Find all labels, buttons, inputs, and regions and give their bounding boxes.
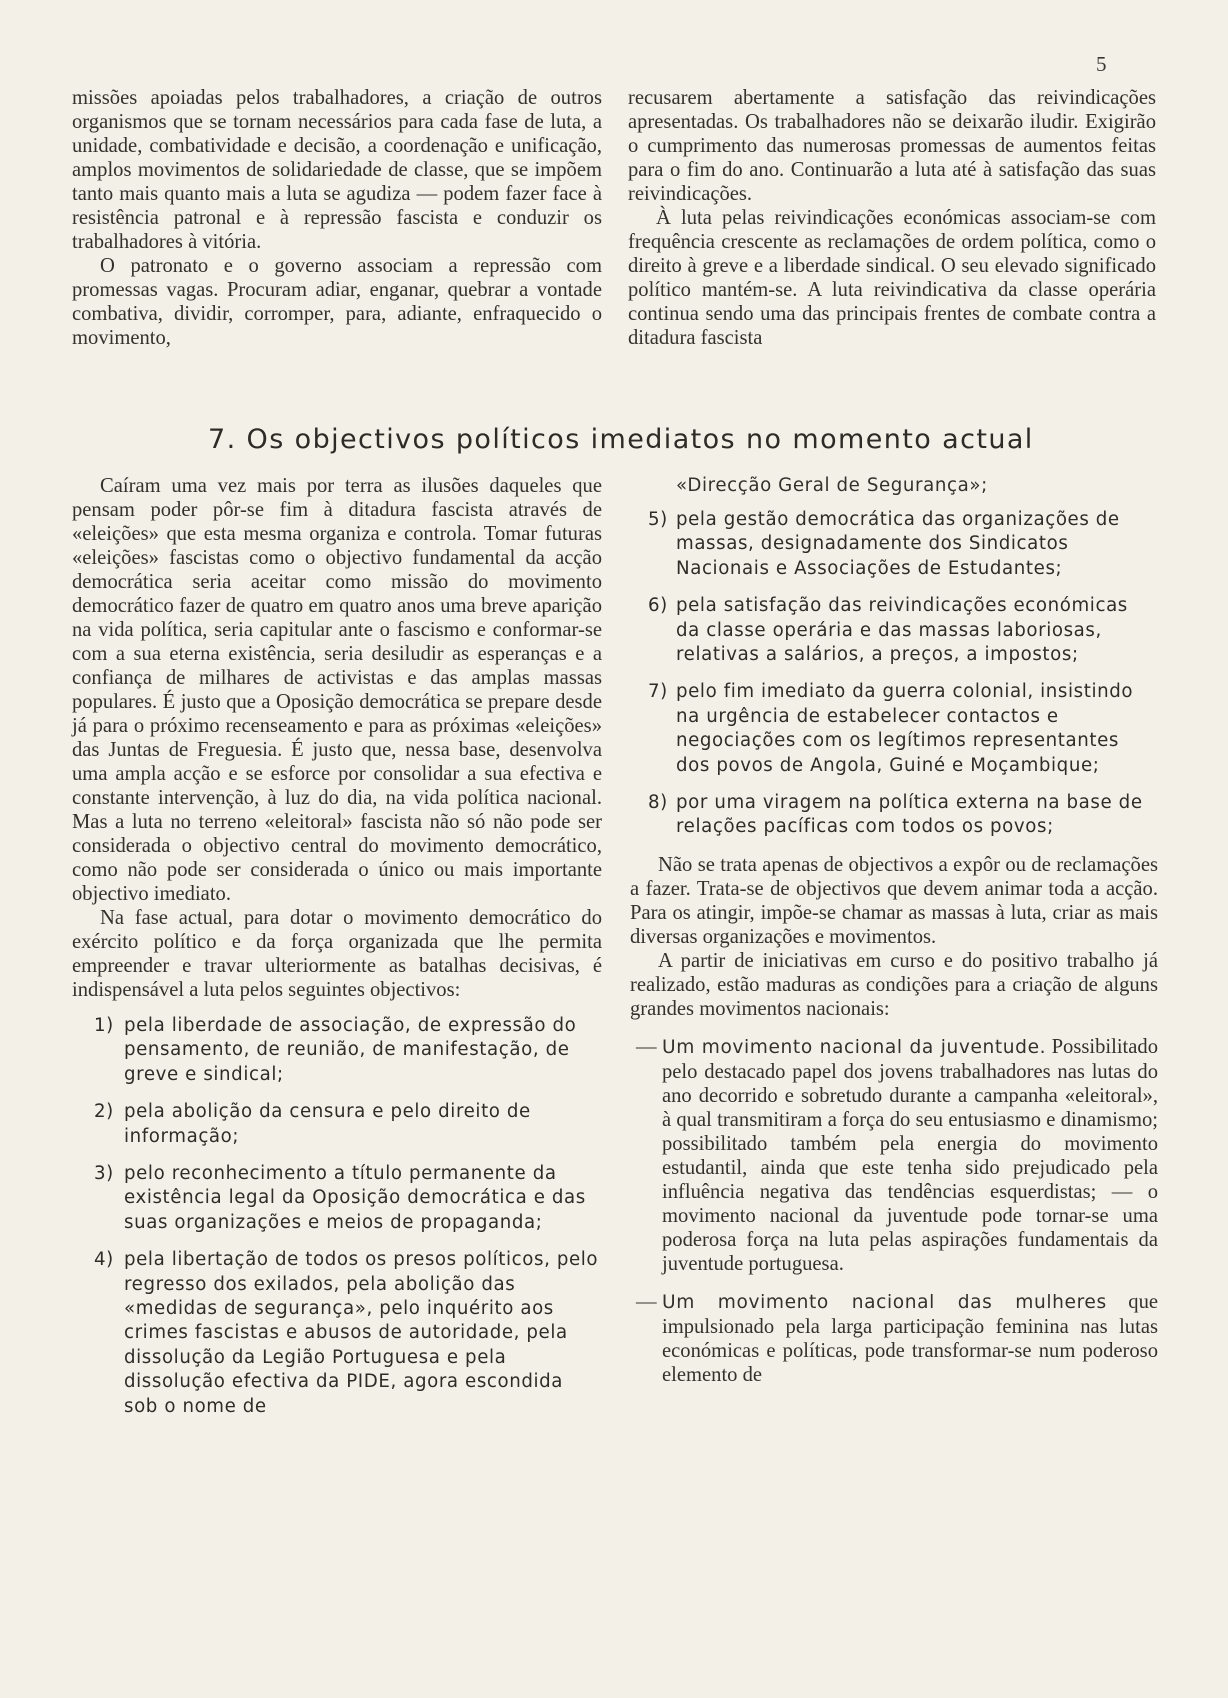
top-right-column xyxy=(628,86,1156,350)
paragraph: Na fase actual, para dotar o movimento democrático do exército político e da força organizada que lhe permita empreender e travar ulteriormente as batalhas decisivas, é indispensável a luta pelos seguintes objectivos: xyxy=(72,907,602,1001)
bottom-right-column xyxy=(630,474,1158,1387)
list-item xyxy=(72,1162,602,1235)
movement-item xyxy=(630,1035,1158,1276)
movement-title: Um movimento nacional da juventude. xyxy=(662,1036,1047,1058)
dash: — xyxy=(636,1035,657,1058)
list-item xyxy=(630,594,1158,667)
list-item xyxy=(630,791,1158,840)
item-number: 5) xyxy=(648,509,668,530)
paragraph: Caíram uma vez mais por terra as ilusões daqueles que pensam poder pôr-se fim à ditadura fascista através de «eleições» que esta mesma organiza e controla. Tomar futuras «eleições» fascistas como o objectivo fundamental da acção democrática seria aceitar como missão do movimento democrático fazer de quatro em quatro anos uma breve aparição na vida política, seria capitular ante o fascismo e conformar-se com a sua eterna existência, seria desiludir as esperanças e a confiança de milhares de activistas e das amplas massas populares. É justo que a Oposição democrática se prepare desde já para o próximo recenseamento e para as próximas «eleições» das Juntas de Freguesia. É justo que, nessa base, desenvolva uma ampla acção e se esforce por consolidar a sua efectiva e constante intervenção, à luz do dia, na vida política nacional. Mas a luta no terreno «eleitoral» fascista não só não pode ser considerada o objectivo central do movimento democrático, como não pode ser considerada o único ou mais importante objectivo imediato. xyxy=(72,475,602,905)
list-item xyxy=(72,1014,602,1087)
paragraph: O patronato e o governo associam a repressão com promessas vagas. Procuram adiar, enganar, quebrar a vontade combativa, dividir, corromper, para, adiante, enfraquecido o movimento, xyxy=(72,255,602,349)
list-item xyxy=(630,680,1158,778)
bottom-left-column xyxy=(72,474,602,1432)
paragraph: A partir de iniciativas em curso e do positivo trabalho já realizado, estão maduras as condições para a criação de alguns grandes movimentos nacionais: xyxy=(630,949,1158,1020)
item-number: 3) xyxy=(94,1163,114,1185)
item-number: 8) xyxy=(648,792,668,814)
movement-text: que impulsionado pela larga participação feminina nas lutas económicas e políticas, pode transformar-se num poderoso elemento de xyxy=(662,1290,1158,1386)
paragraph: missões apoiadas pelos trabalhadores, a criação de outros organismos que se tornam necessários para cada fase de luta, a unidade, combatividade e decisão, a coordenação e unificação, amplos movimentos de solidariedade de classe, que se impõem tanto mais quanto mais a luta se agudiza — podem fazer face à resistência patronal e à repressão fascista e conduzir os trabalhadores à vitória. xyxy=(72,87,602,253)
movement-item xyxy=(630,1290,1158,1387)
item-text: pela abolição da censura e pelo direito de informação; xyxy=(124,1101,531,1147)
item-text: pela liberdade de associação, de expressão do pensamento, de reunião, de manifestação, de greve e sindical; xyxy=(124,1015,577,1085)
item-number: 2) xyxy=(94,1101,114,1123)
item-text: pelo reconhecimento a título permanente da existência legal da Oposição democrática e das suas organizações e meios de propaganda; xyxy=(124,1163,586,1233)
list-continuation: «Direcção Geral de Segurança»; xyxy=(676,475,988,496)
item-number: 7) xyxy=(648,681,668,703)
item-number: 6) xyxy=(648,595,668,617)
list-item xyxy=(72,1248,602,1419)
objectives-list-continued xyxy=(630,508,1158,840)
page-number: 5 xyxy=(1096,52,1107,76)
list-item xyxy=(72,1100,602,1149)
movement-title: Um movimento nacional das mulheres xyxy=(662,1291,1107,1313)
item-text: pela gestão democrática das organizações de massas, designadamente dos Sindicatos Nacionais e Associações de Estudantes; xyxy=(676,509,1120,579)
movement-text: Possibilitado pelo destacado papel dos jovens trabalhadores nas lutas do ano decorrido e sobretudo durante a campanha «eleitoral», à qual transmitiram a força do seu entusiasmo e dinamismo; possibilitado também pela energia do movimento estudantil, ainda que este tenha sido prejudicado pela influência negativa das tendências esquerdistas; — o movimento nacional da juventude pode tornar-se uma poderosa força na luta pelas aspirações fundamentais da juventude portuguesa. xyxy=(662,1035,1158,1275)
item-text: pelo fim imediato da guerra colonial, insistindo na urgência de estabelecer contactos e negociações com os legítimos representantes dos povos de Angola, Guiné e Moçambique; xyxy=(676,681,1134,776)
section-heading: 7. Os objectivos políticos imediatos no momento actual xyxy=(208,424,1034,455)
item-text: pela libertação de todos os presos políticos, pelo regresso dos exilados, pela abolição das «medidas de segurança», pelo inquérito aos crimes fascistas e abusos de autoridade, pela dissolução da Legião Portuguesa e pela dissolução efectiva da PIDE, agora escondida sob o nome de xyxy=(124,1249,599,1417)
paragraph: recusarem abertamente a satisfação das reivindicações apresentadas. Os trabalhadores não se deixarão iludir. Exigirão o cumprimento das numerosas promessas de aumentos feitas para o fim do ano. Continuarão a luta até à satisfação das suas reivindicações. xyxy=(628,87,1156,205)
item-number: 4) xyxy=(94,1249,114,1271)
item-text: pela satisfação das reivindicações económicas da classe operária e das massas laboriosas, relativas a salários, a preços, a impostos; xyxy=(676,595,1128,666)
list-item xyxy=(630,508,1158,581)
objectives-list xyxy=(72,1014,602,1419)
item-number: 1) xyxy=(94,1015,114,1036)
top-left-column xyxy=(72,86,602,350)
item-text: por uma viragem na política externa na base de relações pacíficas com todos os povos; xyxy=(676,792,1143,838)
paragraph: Não se trata apenas de objectivos a expôr ou de reclamações a fazer. Trata-se de objectivos que devem animar toda a acção. Para os atingir, impõe-se chamar as massas à luta, criar as mais diversas organizações e movimentos. xyxy=(630,853,1158,948)
paragraph: À luta pelas reivindicações económicas associam-se com frequência crescente as reclamações de ordem política, como o direito à greve e a liberdade sindical. O seu elevado significado político mantém-se. A luta reivindicativa da classe operária continua sendo uma das principais frentes de combate contra a ditadura fascista xyxy=(628,207,1156,349)
dash: — xyxy=(636,1290,657,1313)
